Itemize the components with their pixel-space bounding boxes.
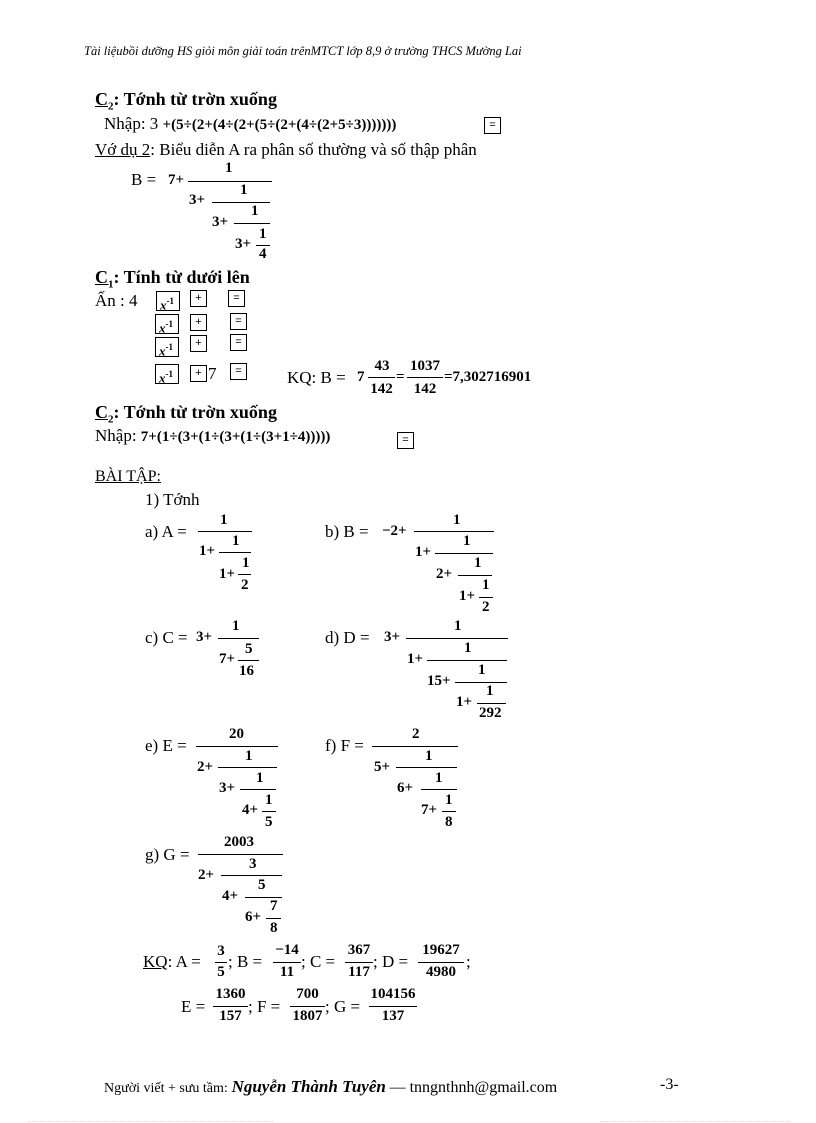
footer-divider [600,1121,790,1122]
label: f) F = [325,736,364,755]
term: 3+ [196,629,213,645]
num: 1 [482,577,490,593]
plus-key: + [190,365,207,382]
frac-bar [212,202,270,203]
num: 1 [445,792,453,808]
den: 2 [241,577,249,593]
frac-bar [407,377,443,378]
page-number: -3- [660,1076,679,1093]
cf-num: 1 [225,160,233,176]
term: 1+ [415,544,432,560]
num: −14 [275,942,299,958]
num: 1 [265,792,273,808]
equals-key: = [397,432,414,449]
num: 1 [464,640,472,656]
den: 142 [413,381,437,397]
num: 1360 [215,986,246,1002]
reciprocal-key: $x^{-1}$ [155,314,179,334]
frac-bar [455,682,507,683]
frac-bar [240,789,276,790]
equals-key: = [484,117,501,134]
frac-bar [215,962,227,963]
frac-bar [290,1006,325,1007]
num: 1 [486,683,494,699]
frac-bar [435,553,493,554]
term: 3+ [384,629,401,645]
cf-term: 3+ [189,192,206,208]
term: 15+ [427,673,451,689]
den: 16 [239,663,254,679]
section-title-c1: $C_1$: Tính từ dưới lên [95,267,250,291]
label: ; D = [373,952,409,971]
frac-bar [213,1006,248,1007]
term: 6+ [245,909,262,925]
frac-bar [345,962,373,963]
term: 1+ [456,694,473,710]
exercise-item: 1) Tớnh [145,490,200,509]
frac-bar [198,531,252,532]
term: 2+ [436,566,453,582]
cf-term: 7+ [168,172,185,188]
label: ; F = [248,997,281,1016]
den: 8 [270,920,278,936]
frac-bar [396,767,457,768]
den: 292 [479,705,502,721]
num: 1 [256,770,264,786]
label: ; B = [228,952,263,971]
num: 2 [412,726,420,742]
num: 1 [425,748,433,764]
equals-key: = [230,313,247,330]
frac-bar [218,767,277,768]
kq-label: KQ: A = [143,952,201,971]
num: 5 [258,877,266,893]
section-title-c2: $C_2$: Tớnh từ trờn xuống [95,89,277,113]
an-label: Ấn : 4 [95,291,138,310]
section-title-c2: $C_2$: Tớnh từ trờn xuống [95,402,277,426]
den: 4980 [426,964,456,980]
frac-bar [218,638,259,639]
num: 1 [245,748,253,764]
frac-bar [458,575,492,576]
frac-bar [188,181,272,182]
num: 1 [232,533,240,549]
num: 367 [347,942,371,958]
den: 5 [217,964,225,980]
term: 7+ [219,651,236,667]
input-line: Nhập: 3 +(5÷(2+(4÷(2+(5÷(2+(4÷(2+5÷3))))))) [104,114,397,133]
term: 6+ [397,780,414,796]
den: 1807 [292,1008,323,1024]
frac-bar [273,962,301,963]
term: 2+ [198,867,215,883]
num: 1 [220,512,228,528]
num: 7 [270,898,278,914]
frac-bar [196,746,278,747]
frac-bar [372,746,458,747]
cf-term: 3+ [212,214,229,230]
reciprocal-key: $x^{-1}$ [155,364,179,384]
frac-bar [421,789,457,790]
frac-bar [221,875,282,876]
plus-key: + [190,290,207,307]
decimal-value: =7,302716901 [444,369,532,385]
label: E = [181,997,206,1016]
frac-bar [442,811,456,812]
den: 2 [482,599,490,615]
den: 157 [219,1008,242,1024]
input-line: Nhập: 7+(1÷(3+(1÷(3+(1÷(3+1÷4))))) [95,426,331,445]
cf-num: 1 [251,203,259,219]
exercises-title: BÀI TẬP: [95,468,161,485]
page-header: Tài liệubồi dưỡng HS giỏi môn giải toán trênMTCT lớp 8,9 ở trường THCS Mường Lai [84,44,522,58]
equals-key: = [230,334,247,351]
frac-bar [266,918,281,919]
frac-bar [368,377,395,378]
b-label: B = [131,170,157,189]
digit-seven: 7 [208,364,217,383]
frac-bar [238,574,251,575]
cf-num: 1 [259,226,267,242]
term: 4+ [222,888,239,904]
num: 1 [454,618,462,634]
example-heading: Vớ dụ 2: Biểu diễn A ra phân số thường và số thập phân [95,140,477,159]
label: e) E = [145,736,187,755]
term: 1+ [199,543,216,559]
num: 5 [245,641,253,657]
separator: ; [466,952,471,971]
num: 3 [249,856,257,872]
plus-key: + [190,335,207,352]
equals-key: = [228,290,245,307]
num: 3 [217,943,225,959]
den: 8 [445,814,453,830]
term: 2+ [197,759,214,775]
num: 1 [435,770,443,786]
label: a) A = [145,522,187,541]
frac-bar [262,811,276,812]
label: d) D = [325,628,370,647]
num: 1 [478,662,486,678]
num: 1 [232,618,240,634]
cf-term: 3+ [235,236,252,252]
num: 43 [374,358,390,374]
reciprocal-key: $x^{-1}$ [155,337,179,357]
term: −2+ [382,523,407,539]
term: 7+ [421,802,438,818]
footer-divider [28,1121,273,1122]
frac-bar [477,703,506,704]
num: 700 [296,986,319,1002]
num: 104156 [370,986,416,1002]
frac-bar [418,962,464,963]
equals-key: = [230,363,247,380]
frac-bar [219,552,251,553]
term: 1+ [219,566,236,582]
label: g) G = [145,845,190,864]
term: 4+ [242,802,259,818]
label: c) C = [145,628,188,647]
num: 1037 [410,358,440,374]
term: 3+ [219,780,236,796]
num: 2003 [224,834,254,850]
cf-num: 1 [240,182,248,198]
footer: Người viết + sưu tầm: Nguyễn Thành Tuyên — tnngnthnh@gmail.com [104,1077,558,1096]
den: 5 [265,814,273,830]
eq: = [396,369,405,385]
den: 137 [381,1008,405,1024]
term: 1+ [407,651,424,667]
term: 5+ [374,759,391,775]
num: 20 [229,726,244,742]
frac-bar [238,660,259,661]
label: ; C = [301,952,336,971]
num: 1 [463,533,471,549]
frac-bar [234,223,270,224]
frac-bar [369,1006,417,1007]
den: 117 [348,964,370,980]
den: 11 [279,964,295,980]
num: 1 [242,555,250,571]
frac-bar [427,660,507,661]
label: b) B = [325,522,369,541]
frac-bar [479,597,493,598]
den: 142 [370,381,393,397]
kq-label: KQ: B = [287,368,346,387]
label: ; G = [325,997,361,1016]
frac-bar [198,854,283,855]
frac-bar [406,638,508,639]
num: 1 [474,555,482,571]
cf-den: 4 [259,246,267,262]
term: 1+ [459,588,476,604]
whole-part: 7 [357,369,365,385]
plus-key: + [190,314,207,331]
num: 19627 [422,942,460,958]
frac-bar [414,531,494,532]
reciprocal-key: $x^{-1}$ [156,291,180,311]
num: 1 [453,512,461,528]
